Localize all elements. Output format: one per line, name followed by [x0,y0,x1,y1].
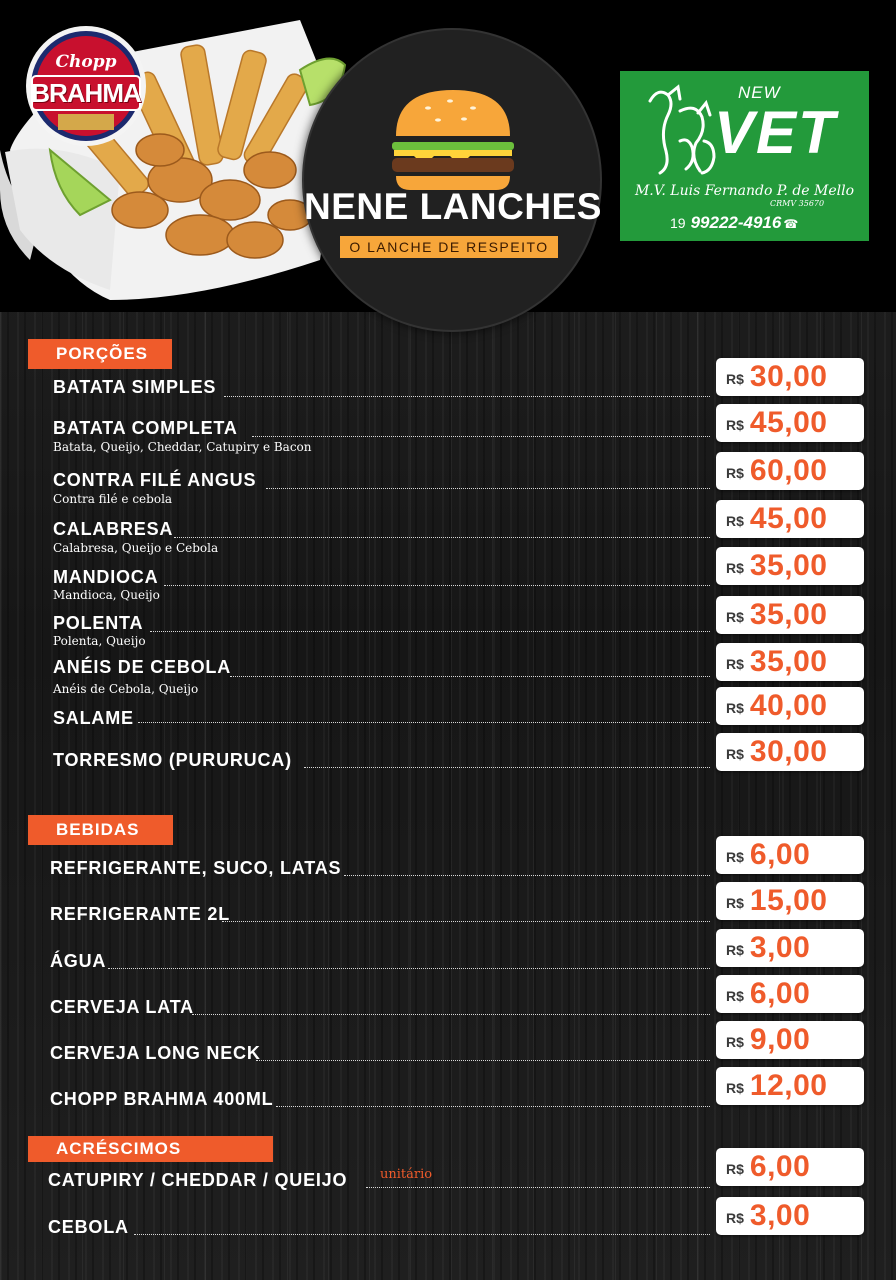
animals-icon [640,81,720,177]
burger-icon [388,86,518,196]
price-value: 40,00 [749,689,828,722]
price-currency: R$ [726,656,744,672]
price-currency: R$ [726,700,744,716]
price-currency: R$ [726,560,744,576]
item-name: CERVEJA LONG NECK [50,1043,261,1063]
price-tag [716,596,864,634]
item-name: CEBOLA [48,1217,129,1237]
dotted-leader [252,436,710,437]
price-tag [716,643,864,681]
price-tag [716,1148,864,1186]
dotted-leader [164,585,710,586]
item-name: CATUPIRY / CHEDDAR / QUEIJO [48,1170,348,1190]
price-currency: R$ [726,942,744,958]
vet-area-code: 19 [670,215,686,231]
price-value: 45,00 [749,406,828,439]
dotted-leader [134,1234,710,1235]
vet-new-label: NEW [738,83,781,102]
price-value: 15,00 [749,884,828,917]
price-tag [716,733,864,771]
item-description: Contra filé e cebola [53,492,173,506]
price-value: 30,00 [749,735,828,768]
price-currency: R$ [726,1210,744,1226]
price-currency: R$ [726,465,744,481]
dotted-leader [150,631,710,632]
price-tag [716,452,864,490]
brand-logo [302,28,602,332]
vet-name: VET [714,99,837,166]
price-tag [716,547,864,585]
item-description: Calabresa, Queijo e Cebola [53,541,219,555]
price-currency: R$ [726,609,744,625]
price-tag [716,687,864,725]
brand-slogan: O LANCHE DE RESPEITO [340,236,558,258]
price-value: 60,00 [749,454,828,487]
item-name: REFRIGERANTE, SUCO, LATAS [50,858,342,878]
price-tag [716,882,864,920]
item-name: BATATA SIMPLES [53,377,217,397]
price-currency: R$ [726,371,744,387]
dotted-leader [366,1187,710,1188]
vet-ad [620,71,869,241]
price-tag [716,1021,864,1059]
item-name: CALABRESA [53,519,174,539]
price-value: 6,00 [749,977,811,1010]
dotted-leader [304,767,710,768]
price-tag [716,404,864,442]
price-value: 35,00 [749,598,828,631]
price-value: 35,00 [749,645,828,678]
item-name: ANÉIS DE CEBOLA [53,657,232,677]
section-header-bebidas: BEBIDAS [28,815,173,845]
vet-phone-number: 99222-4916 [690,213,782,232]
vet-crmv: CRMV 35670 [770,199,825,208]
item-name: REFRIGERANTE 2L [50,904,231,924]
item-description: Batata, Queijo, Cheddar, Catupiry e Bacon [53,440,312,454]
price-value: 3,00 [749,1199,811,1232]
price-currency: R$ [726,895,744,911]
item-name: POLENTA [53,613,144,633]
price-tag [716,1197,864,1235]
price-currency: R$ [726,988,744,1004]
price-value: 3,00 [749,931,811,964]
chopp-label: Chopp [55,52,117,72]
dotted-leader [276,1106,710,1107]
item-name: TORRESMO (PURURUCA) [53,750,292,770]
dotted-leader [222,921,710,922]
price-value: 12,00 [749,1069,828,1102]
dotted-leader [174,537,710,538]
item-name: SALAME [53,708,134,728]
item-name: CHOPP BRAHMA 400ML [50,1089,274,1109]
price-tag [716,1067,864,1105]
dotted-leader [138,722,710,723]
brand-name: NENE LANCHES [304,186,602,227]
item-name: CONTRA FILÉ ANGUS [53,470,257,490]
price-tag [716,929,864,967]
dotted-leader [224,396,710,397]
price-value: 30,00 [749,360,828,393]
item-description: Mandioca, Queijo [53,588,160,602]
brahma-logo [24,24,148,148]
price-tag [716,975,864,1013]
item-name: MANDIOCA [53,567,159,587]
price-currency: R$ [726,513,744,529]
brahma-label: BRAHMA [31,78,141,108]
whatsapp-icon: ☎ [783,217,799,231]
price-value: 35,00 [749,549,828,582]
section-header-porcoes: PORÇÕES [28,339,172,369]
price-value: 45,00 [749,502,828,535]
item-name: ÁGUA [50,951,107,971]
item-description: Polenta, Queijo [53,634,146,648]
dotted-leader [266,488,710,489]
dotted-leader [230,676,710,677]
price-tag [716,500,864,538]
dotted-leader [108,968,710,969]
price-tag [716,836,864,874]
price-value: 6,00 [749,1150,811,1183]
price-value: 6,00 [749,838,811,871]
dotted-leader [344,875,710,876]
item-description: Anéis de Cebola, Queijo [53,682,199,696]
dotted-leader [192,1014,710,1015]
vet-phone [670,213,798,233]
price-currency: R$ [726,746,744,762]
price-tag [716,358,864,396]
unit-note: unitário [380,1167,433,1182]
section-header-acrescimos: ACRÉSCIMOS [28,1136,273,1162]
price-currency: R$ [726,417,744,433]
item-name: BATATA COMPLETA [53,418,238,438]
price-value: 9,00 [749,1023,811,1056]
vet-doctor: M.V. Luis Fernando P. de Mello [634,183,855,199]
price-currency: R$ [726,1034,744,1050]
dotted-leader [256,1060,710,1061]
item-name: CERVEJA LATA [50,997,194,1017]
price-currency: R$ [726,1161,744,1177]
price-currency: R$ [726,849,744,865]
price-currency: R$ [726,1080,744,1096]
